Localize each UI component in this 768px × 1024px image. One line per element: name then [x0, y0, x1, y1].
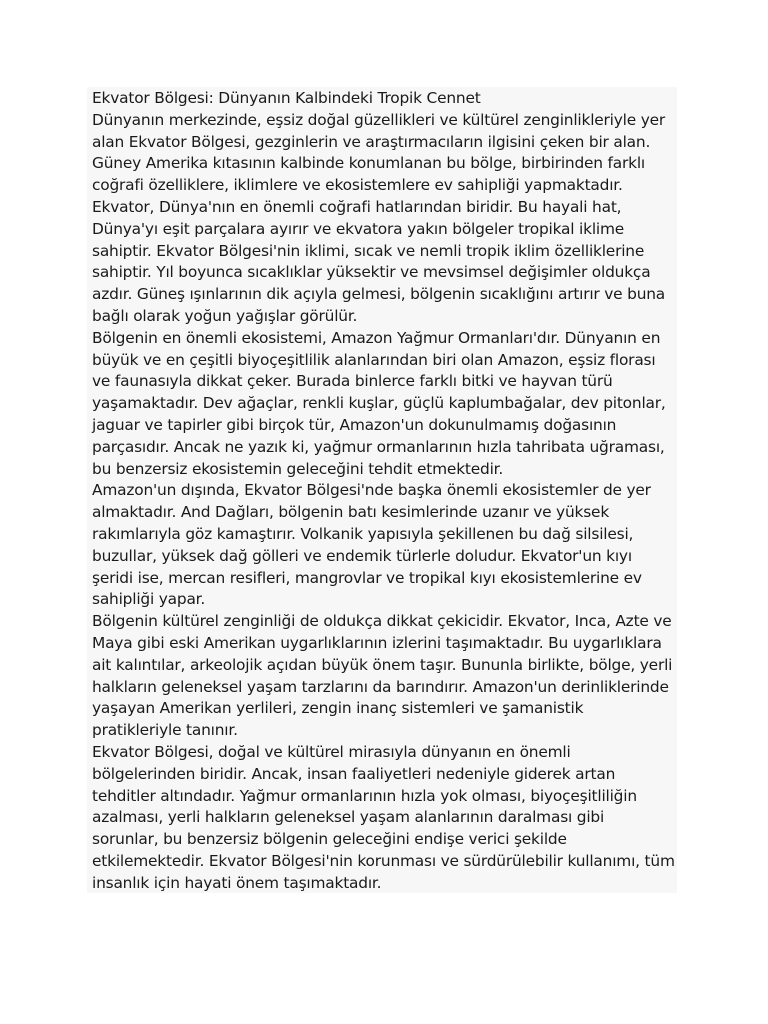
- paragraph-2: Ekvator, Dünya'nın en önemli coğrafi hatlarından biridir. Bu hayali hat, Dünya'yı eşit parçalara ayırır ve ekvatora yakın bölgeler tropikal iklime sahiptir. Ekvator Bölgesi'nin iklimi, sıcak ve nemli tropik iklim özelliklerine sahiptir. Yıl boyunca sıcaklıklar yüksektir ve mevsimsel değişimler oldukça azdır. Güneş ışınlarının dik açıyla gelmesi, bölgenin sıcaklığını artırır ve buna bağlı olarak yoğun yağışlar görülür.: [92, 197, 666, 325]
- paragraph-5: Bölgenin kültürel zenginliği de oldukça dikkat çekicidir. Ekvator, Inca, Azte ve Maya gibi eski Amerikan uygarlıklarının izlerini taşımaktadır. Bu uygarlıklara ait kalıntılar, arkeolojik açıdan büyük önem taşır. Bununla birlikte, bölge, yerli halkların geleneksel yaşam tarzlarını da barındırır. Amazon'un derinliklerinde yaşayan Amerikan yerlileri, zengin inanç sistemleri ve şamanistik pratikleriyle tanınır.: [92, 612, 673, 740]
- paragraph-6: Ekvator Bölgesi, doğal ve kültürel mirasıyla dünyanın en önemli bölgelerinden biridir. Ancak, insan faaliyetleri nedeniyle giderek artan tehditler altındadır. Yağmur ormanlarının hızla yok olması, biyoçeşitliliğin azalması, yerli halkların geleneksel yaşam alanlarının daralması gibi sorunlar, bu benzersiz bölgenin geleceğini endişe verici şekilde etkilemektedir. Ekvator Bölgesi'nin korunması ve sürdürülebilir kullanımı, tüm insanlık için hayati önem taşımaktadır.: [92, 742, 675, 892]
- paragraph-4: Amazon'un dışında, Ekvator Bölgesi'nde başka önemli ekosistemler de yer almaktadır. And Dağları, bölgenin batı kesimlerinde uzanır ve yüksek rakımlarıyla göz kamaştırır. Volkanik yapısıyla şekillenen bu dağ silsilesi, buzullar, yüksek dağ gölleri ve endemik türlerle doludur. Ekvator'un kıyı şeridi ise, mercan resifleri, mangrovlar ve tropikal kıyı ekosistemlerine ev sahipliği yapar.: [92, 481, 651, 609]
- document-title: Ekvator Bölgesi: Dünyanın Kalbindeki Tropik Cennet: [92, 89, 481, 107]
- paragraph-3: Bölgenin en önemli ekosistemi, Amazon Yağmur Ormanları'dır. Dünyanın en büyük ve en çeşitli biyoçeşitlilik alanlarından biri olan Amazon, eşsiz florası ve faunasıyla dikkat çeker. Burada binlerce farklı bitki ve hayvan türü yaşamaktadır. Dev ağaçlar, renkli kuşlar, güçlü kaplumbağalar, dev pitonlar, jaguar ve tapirler gibi birçok tür, Amazon'un dokunulmamış doğasının parçasıdır. Ancak ne yazık ki, yağmur ormanlarının hızla tahribata uğraması, bu benzersiz ekosistemin geleceğini tehdit etmektedir.: [92, 328, 666, 478]
- document-text-block: [87, 87, 677, 893]
- paragraph-1: Dünyanın merkezinde, eşsiz doğal güzellikleri ve kültürel zenginlikleriyle yer alan Ekvator Bölgesi, gezginlerin ve araştırmacıların ilgisini çeken bir alan. Güney Amerika kıtasının kalbinde konumlanan bu bölge, birbirinden farklı coğrafi özelliklere, iklimlere ve ekosistemlere ev sahipliği yapmaktadır.: [92, 110, 666, 195]
